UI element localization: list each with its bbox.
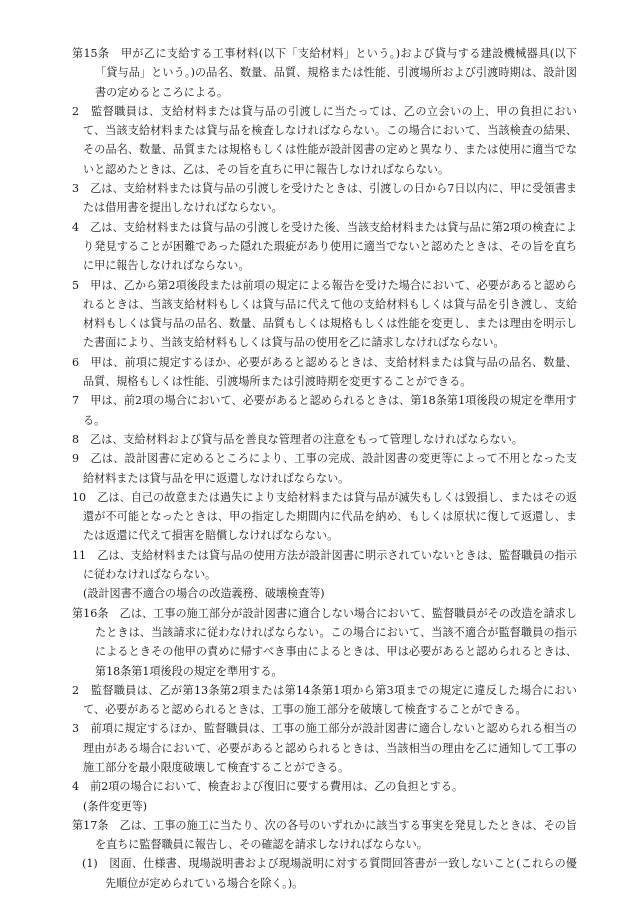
article-15-clause-10: 10 乙は、自己の故意または過失により支給材料または貸与品が滅失もしくは毀損し、またはその返還が不可能となったときは、甲の指定した期間内に代品を納め、もしくは原状に復して返還し、または返還に代えて損害を賠償しなければならない。	[72, 490, 577, 543]
article-16-heading: (設計図書不適合の場合の改造義務、破壊検査等)	[83, 587, 325, 601]
article-15-clause-2: 2 監督職員は、支給材料または貸与品の引渡しに当たっては、乙の立会いの上、甲の負担において、当該支給材料または貸与品を検査しなければならない。この場合において、当該検査の結果、その品名、数量、品質または規格もしくは性能が設計図書の定めと異なり、または使用に適当でないと認めたときは、乙は、その旨を直ちに甲に報告しなければならない。	[72, 104, 577, 176]
article-15-clause-5: 5 甲は、乙から第2項後段または前項の規定による報告を受けた場合において、必要があると認められるときは、当該支給材料もしくは貸与品に代えて他の支給材料もしくは貸与品を引き渡し、支給材料もしくは貸与品の品名、数量、品質もしくは規格もしくは性能を変更し、または理由を明示した書面により、当該支給材料もしくは貸与品の使用を乙に請求しなければならない。	[72, 278, 577, 350]
article-17-item-1: (1) 図面、仕様書、現場説明書および現場説明に対する質問回答書が一致しないこと(これらの優先順位が定められている場合を除く。)。	[82, 857, 577, 890]
article-15: 第15条 甲が乙に支給する工事材料(以下「支給材料」という。)および貸与する建設機械器具(以下「貸与品」という。)の品名、数量、品質、規格または性能、引渡場所および引渡時期は、設計図書の定めるところによる。	[72, 47, 577, 99]
document-body	[72, 44, 577, 893]
article-16: 第16条 乙は、工事の施工部分が設計図書に適合しない場合において、監督職員がその改造を請求したときは、当該請求に従わなければならない。この場合において、当該不適合が監督職員の指示によるときその他甲の責めに帰すべき事由によるときは、甲は必要があると認められるときは、第18条第1項後段の規定を準用する。	[72, 606, 577, 678]
article-15-clause-11: 11 乙は、支給材料または貸与品の使用方法が設計図書に明示されていないときは、監督職員の指示に従わなければならない。	[72, 548, 577, 582]
article-16-clause-2: 2 監督職員は、乙が第13条第2項または第14条第1項から第3項までの規定に違反した場合において、必要があると認められるときは、工事の施工部分を破壊して検査することができる。	[72, 683, 577, 717]
article-17: 第17条 乙は、工事の施工に当たり、次の各号のいずれかに該当する事実を発見したときは、その旨を直ちに監督職員に報告し、その確認を請求しなければならない。	[72, 818, 577, 852]
article-16-clause-4: 4 前2項の場合において、検査および復旧に要する費用は、乙の負担とする。	[72, 780, 464, 794]
article-16-clause-3: 3 前項に規定するほか、監督職員は、工事の施工部分が設計図書に適合しないと認められる相当の理由がある場合において、必要があると認められるときは、当該相当の理由を乙に通知して工事の施工部分を最小限度破壊して検査することができる。	[72, 722, 577, 774]
article-15-clause-3: 3 乙は、支給材料または貸与品の引渡しを受けたときは、引渡しの日から7日以内に、甲に受領書または借用書を提出しなければならない。	[72, 182, 577, 215]
article-17-heading: (条件変更等)	[83, 799, 148, 813]
article-15-clause-6: 6 甲は、前項に規定するほか、必要があると認めるときは、支給材料または貸与品の品名、数量、品質、規格もしくは性能、引渡場所または引渡時期を変更することができる。	[72, 355, 577, 389]
article-15-clause-7: 7 甲は、前2項の場合において、必要があると認められるときは、第18条第1項後段の規定を準用する。	[72, 394, 577, 427]
article-15-clause-9: 9 乙は、設計図書に定めるところにより、工事の完成、設計図書の変更等によって不用となった支給材料または貸与品を甲に返還しなければならない。	[72, 452, 577, 485]
article-15-clause-4: 4 乙は、支給材料または貸与品の引渡しを受けた後、当該支給材料または貸与品に第2項の検査により発見することが困難であった隠れた瑕疵があり使用に適当でないと認めたときは、その旨を直ちに甲に報告しなければならない。	[72, 220, 577, 273]
article-15-clause-8: 8 乙は、支給材料および貸与品を善良な管理者の注意をもって管理しなければならない。	[72, 432, 523, 446]
